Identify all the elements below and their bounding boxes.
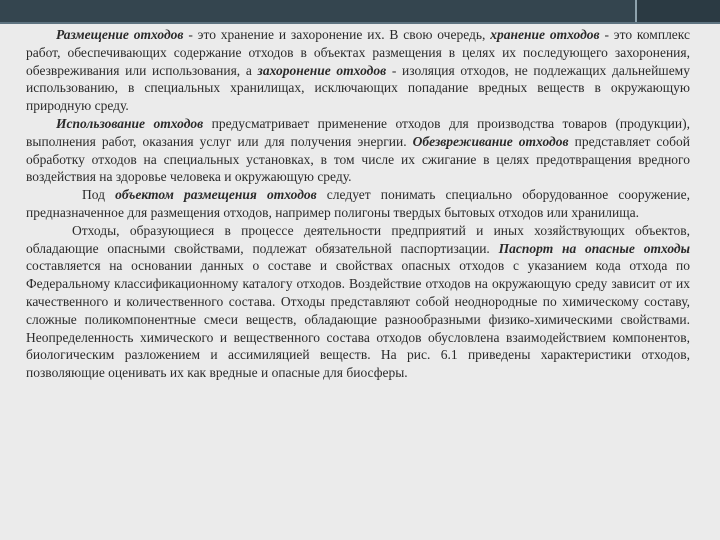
term-waste-storage: хранение отходов bbox=[490, 27, 600, 42]
term-waste-burial: захоронение отходов bbox=[257, 62, 387, 78]
paragraph-text: следует понимать специально оборудованное сооружение, предназначенное для размещения отходов, например полигоны твердых бытовых отходов или хранилища. bbox=[26, 187, 690, 220]
paragraph-text: составляется на основании данных о составе и свойствах опасных отходов с указанием кода отхода по Федеральному классификационному каталогу отходов. Воздействие отходов на окружающую среду зависит от их качественного и количественного состава. Отходы представляют собой неоднородные по химическому составу, сложные поликомпонентные смеси веществ, обладающие разнообразными физико-химическими свойствами. Неопределенность химического и вещественного состава отходов обусловлена взаимодействием компонентов, биологическим разложением и ассимиляцией веществ. На рис. 6.1 приведены характеристики отходов, позволяющие оценивать их как вредные и опасные для биосферы. bbox=[26, 258, 690, 381]
paragraph-text: - это хранение и захоронение их. В свою очередь, bbox=[183, 27, 491, 42]
paragraph-text: предусматривает применение отходов для производства товаров (продукции), выполнения работ, оказания услуг или для получения энергии. bbox=[26, 115, 690, 149]
paragraph-text: - изоляция отходов, не подлежащих дальнейшему использованию, в специальных хранилищах, исключающих попадание вредных веществ в окружающую природную среду. bbox=[26, 62, 690, 114]
paragraph-placement-facility bbox=[26, 186, 690, 222]
banner-corner-marker bbox=[635, 0, 720, 22]
paragraph-waste-placement bbox=[26, 26, 690, 115]
term-waste-neutralization: Обезвреживание отходов bbox=[412, 133, 569, 149]
banner-accent-line bbox=[0, 22, 720, 24]
slide-body-text bbox=[26, 26, 690, 382]
paragraph-text: Отходы, образующиеся в процессе деятельности предприятий и иных хозяйствующих объектов, обладающие опасными свойствами, подлежат обязательной паспортизации. bbox=[26, 222, 690, 256]
paragraph-text: представляет собой обработку отходов на специальных установках, в том числе их сжигание в целях предотвращения вредного воздействия на здоровье человека и окружающую среду. bbox=[26, 133, 691, 185]
term-waste-placement: Размещение отходов bbox=[56, 27, 184, 42]
term-waste-use: Использование отходов bbox=[56, 115, 204, 131]
term-placement-facility: объектом размещения отходов bbox=[115, 187, 317, 203]
paragraph-waste-use bbox=[26, 115, 690, 186]
paragraph-text: Под bbox=[82, 187, 116, 203]
term-hazardous-waste-passport: Паспорт на опасные отходы bbox=[498, 240, 690, 256]
top-banner bbox=[0, 0, 720, 22]
paragraph-hazardous-waste bbox=[26, 222, 690, 382]
paragraph-text: - это комплекс работ, обеспечивающих содержание отходов в объектах размещения в целях их последующего захоронения, обезвреживания или использования, а bbox=[26, 27, 691, 78]
